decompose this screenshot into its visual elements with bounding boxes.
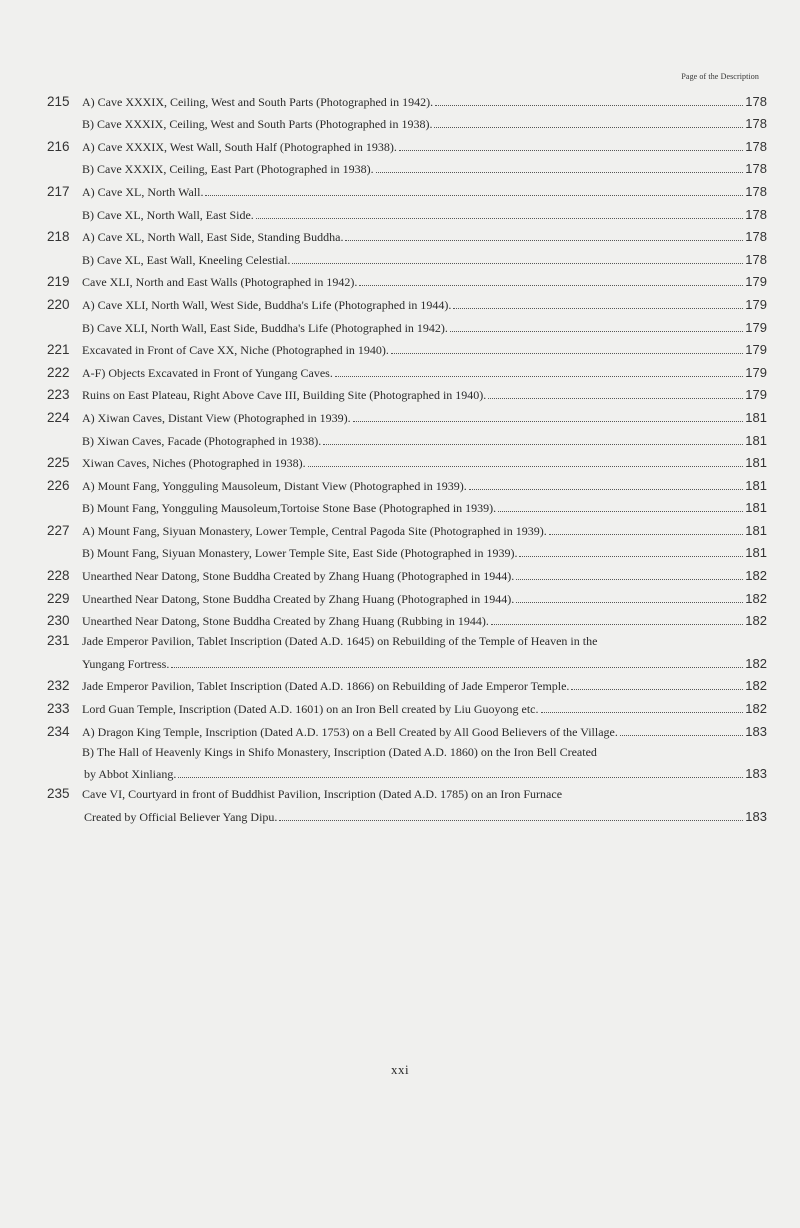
entry-title: B) Cave XLI, North Wall, East Side, Buddha's Life (Photographed in 1942). <box>82 320 448 335</box>
entry-title: B) Mount Fang, Yongguling Mausoleum,Tortoise Stone Base (Photographed in 1939). <box>82 501 497 516</box>
dot-leader <box>308 466 744 467</box>
entry-title: Created by Official Believer Yang Dipu. <box>84 809 278 824</box>
page-header: Page of the Description <box>681 72 759 81</box>
page-ref: 179 <box>745 274 767 290</box>
plate-number: 229 <box>47 590 70 606</box>
entry-title: Unearthed Near Datong, Stone Buddha Created by Zhang Huang (Photographed in 1944). <box>82 569 515 584</box>
toc-line <box>0 648 800 671</box>
toc-line <box>0 109 800 132</box>
toc-entry <box>0 176 800 221</box>
page-ref: 181 <box>745 455 767 471</box>
dot-leader <box>469 489 744 490</box>
plate-number: 223 <box>47 387 70 403</box>
toc-entry <box>0 606 800 629</box>
dot-leader <box>620 735 743 736</box>
page-ref: 183 <box>745 723 767 739</box>
page-ref: 181 <box>745 522 767 538</box>
dot-leader <box>376 172 744 173</box>
toc-line <box>0 538 800 561</box>
plate-number: 233 <box>47 701 70 717</box>
toc-entry <box>0 357 800 380</box>
toc-entry <box>0 781 800 824</box>
toc-line <box>0 470 800 493</box>
entry-title: B) Cave XL, East Wall, Kneeling Celestial. <box>82 252 291 267</box>
toc-entry <box>0 448 800 471</box>
dot-leader <box>335 376 743 377</box>
page-ref: 181 <box>745 545 767 561</box>
plate-number: 225 <box>47 455 70 471</box>
toc-line <box>0 86 800 109</box>
dot-leader <box>519 556 743 557</box>
entry-title: B) Cave XXXIX, Ceiling, West and South Parts (Photographed in 1938). <box>82 117 433 132</box>
dot-leader <box>279 820 743 821</box>
toc-entry <box>0 583 800 606</box>
entry-title: Cave VI, Courtyard in front of Buddhist Pavilion, Inscription (Dated A.D. 1785) on an Iron Furnace <box>82 787 563 802</box>
dot-leader <box>450 331 743 332</box>
toc-line <box>0 628 800 648</box>
entry-title: A) Cave XL, North Wall. <box>82 184 204 199</box>
entry-title: A) Mount Fang, Siyuan Monastery, Lower Temple, Central Pagoda Site (Photographed in 1939). <box>82 523 547 538</box>
toc-line <box>0 560 800 583</box>
entry-title: Unearthed Near Datong, Stone Buddha Created by Zhang Huang (Photographed in 1944). <box>82 591 515 606</box>
entry-title: Unearthed Near Datong, Stone Buddha Created by Zhang Huang (Rubbing in 1944). <box>82 614 489 629</box>
toc-line <box>0 606 800 629</box>
plate-number: 234 <box>47 723 70 739</box>
toc-entry <box>0 267 800 290</box>
plate-number: 226 <box>47 477 70 493</box>
dot-leader <box>391 353 743 354</box>
toc-line <box>0 739 800 759</box>
page-ref: 178 <box>745 116 767 132</box>
entry-title: A) Cave XLI, North Wall, West Side, Buddha's Life (Photographed in 1944). <box>82 297 452 312</box>
toc-line <box>0 380 800 403</box>
entry-title: Jade Emperor Pavilion, Tablet Inscription (Dated A.D. 1645) on Rebuilding of the Temple of Heaven in the <box>82 634 598 649</box>
page-ref: 182 <box>745 568 767 584</box>
dot-leader <box>453 308 743 309</box>
toc-line <box>0 244 800 267</box>
toc-entry <box>0 716 800 781</box>
plate-number: 228 <box>47 568 70 584</box>
page-ref: 178 <box>745 229 767 245</box>
plate-number: 221 <box>47 342 70 358</box>
toc-line <box>0 357 800 380</box>
entry-title: B) The Hall of Heavenly Kings in Shifo Monastery, Inscription (Dated A.D. 1860) on the Iron Bell Created <box>82 744 597 759</box>
page-ref: 178 <box>745 138 767 154</box>
entry-title: Lord Guan Temple, Inscription (Dated A.D. 1601) on an Iron Bell created by Liu Guoyong etc. <box>82 702 539 717</box>
page-ref: 179 <box>745 296 767 312</box>
entry-title: A) Mount Fang, Yongguling Mausoleum, Distant View (Photographed in 1939). <box>82 478 467 493</box>
toc-entry <box>0 470 800 515</box>
entry-title: A) Cave XL, North Wall, East Side, Standing Buddha. <box>82 230 344 245</box>
toc-line <box>0 493 800 516</box>
page-ref: 182 <box>745 613 767 629</box>
page-number: xxi <box>390 1062 410 1077</box>
entry-title: Ruins on East Plateau, Right Above Cave III, Building Site (Photographed in 1940). <box>82 388 487 403</box>
plate-number: 227 <box>47 522 70 538</box>
entry-title: B) Mount Fang, Siyuan Monastery, Lower Temple Site, East Side (Photographed in 1939). <box>82 546 518 561</box>
toc-entry <box>0 86 800 131</box>
page-ref: 181 <box>745 409 767 425</box>
toc-entry <box>0 222 800 267</box>
page-ref: 179 <box>745 319 767 335</box>
dot-leader <box>488 398 743 399</box>
entry-title: Cave XLI, North and East Walls (Photographed in 1942). <box>82 275 358 290</box>
toc-line <box>0 289 800 312</box>
dot-leader <box>171 667 743 668</box>
entry-title: A-F) Objects Excavated in Front of Yungang Caves. <box>82 365 333 380</box>
table-of-contents <box>0 86 800 824</box>
dot-leader <box>498 511 743 512</box>
page-ref: 179 <box>745 342 767 358</box>
plate-number: 224 <box>47 409 70 425</box>
dot-leader <box>541 712 744 713</box>
plate-number: 220 <box>47 296 70 312</box>
toc-line <box>0 176 800 199</box>
entry-title: B) Cave XXXIX, Ceiling, East Part (Photographed in 1938). <box>82 162 374 177</box>
plate-number: 216 <box>47 138 70 154</box>
toc-entry <box>0 131 800 176</box>
dot-leader <box>399 150 743 151</box>
dot-leader <box>516 579 743 580</box>
entry-title: Yungang Fortress. <box>82 656 170 671</box>
page-ref: 179 <box>745 364 767 380</box>
toc-entry <box>0 693 800 716</box>
dot-leader <box>434 127 743 128</box>
toc-line <box>0 199 800 222</box>
toc-line <box>0 131 800 154</box>
toc-line <box>0 425 800 448</box>
dot-leader <box>359 285 743 286</box>
toc-line <box>0 693 800 716</box>
toc-entry <box>0 671 800 694</box>
dot-leader <box>549 534 744 535</box>
toc-line <box>0 515 800 538</box>
toc-line <box>0 267 800 290</box>
toc-line <box>0 671 800 694</box>
page-ref: 183 <box>745 808 767 824</box>
dot-leader <box>178 777 743 778</box>
toc-line <box>0 335 800 358</box>
page-ref: 181 <box>745 477 767 493</box>
dot-leader <box>345 240 743 241</box>
toc-entry <box>0 335 800 358</box>
entry-title: A) Cave XXXIX, West Wall, South Half (Photographed in 1938). <box>82 139 397 154</box>
entry-title: Excavated in Front of Cave XX, Niche (Photographed in 1940). <box>82 343 389 358</box>
page-ref: 178 <box>745 183 767 199</box>
plate-number: 217 <box>47 183 70 199</box>
page-ref: 182 <box>745 701 767 717</box>
dot-leader <box>435 105 743 106</box>
page-ref: 179 <box>745 387 767 403</box>
toc-entry <box>0 380 800 403</box>
page-ref: 181 <box>745 432 767 448</box>
toc-line <box>0 222 800 245</box>
entry-title: A) Cave XXXIX, Ceiling, West and South Parts (Photographed in 1942). <box>82 94 434 109</box>
dot-leader <box>256 218 744 219</box>
plate-number: 215 <box>47 93 70 109</box>
toc-line <box>0 716 800 739</box>
dot-leader <box>516 602 743 603</box>
toc-entry <box>0 628 800 671</box>
dot-leader <box>323 444 743 445</box>
entry-title: Jade Emperor Pavilion, Tablet Inscription (Dated A.D. 1866) on Rebuilding of Jade Emperor Temple. <box>82 679 570 694</box>
dot-leader <box>205 195 743 196</box>
entry-title: B) Cave XL, North Wall, East Side. <box>82 207 254 222</box>
toc-entry <box>0 402 800 447</box>
plate-number: 230 <box>47 613 70 629</box>
plate-number: 218 <box>47 229 70 245</box>
page-ref: 182 <box>745 678 767 694</box>
plate-number: 222 <box>47 364 70 380</box>
dot-leader <box>491 624 743 625</box>
toc-line <box>0 759 800 782</box>
plate-number: 219 <box>47 274 70 290</box>
entry-title: by Abbot Xinliang. <box>84 767 177 782</box>
toc-line <box>0 448 800 471</box>
toc-line <box>0 583 800 606</box>
toc-entry <box>0 560 800 583</box>
plate-number: 231 <box>47 633 70 649</box>
toc-entry <box>0 515 800 560</box>
page-ref: 183 <box>745 766 767 782</box>
entry-title: Xiwan Caves, Niches (Photographed in 1938). <box>82 456 306 471</box>
page-ref: 181 <box>745 500 767 516</box>
plate-number: 232 <box>47 678 70 694</box>
toc-line <box>0 312 800 335</box>
toc-line <box>0 402 800 425</box>
page-ref: 178 <box>745 161 767 177</box>
entry-title: A) Xiwan Caves, Distant View (Photographed in 1939). <box>82 410 351 425</box>
toc-line <box>0 781 800 801</box>
toc-line <box>0 154 800 177</box>
page-ref: 182 <box>745 590 767 606</box>
page-ref: 182 <box>745 655 767 671</box>
page-ref: 178 <box>745 206 767 222</box>
dot-leader <box>353 421 744 422</box>
entry-title: B) Xiwan Caves, Facade (Photographed in 1938). <box>82 433 322 448</box>
toc-line <box>0 801 800 824</box>
entry-title: A) Dragon King Temple, Inscription (Dated A.D. 1753) on a Bell Created by All Good Believers of the Village. <box>82 724 618 739</box>
page-ref: 178 <box>745 93 767 109</box>
toc-entry <box>0 289 800 334</box>
page-ref: 178 <box>745 251 767 267</box>
dot-leader <box>292 263 743 264</box>
dot-leader <box>571 689 743 690</box>
plate-number: 235 <box>47 786 70 802</box>
